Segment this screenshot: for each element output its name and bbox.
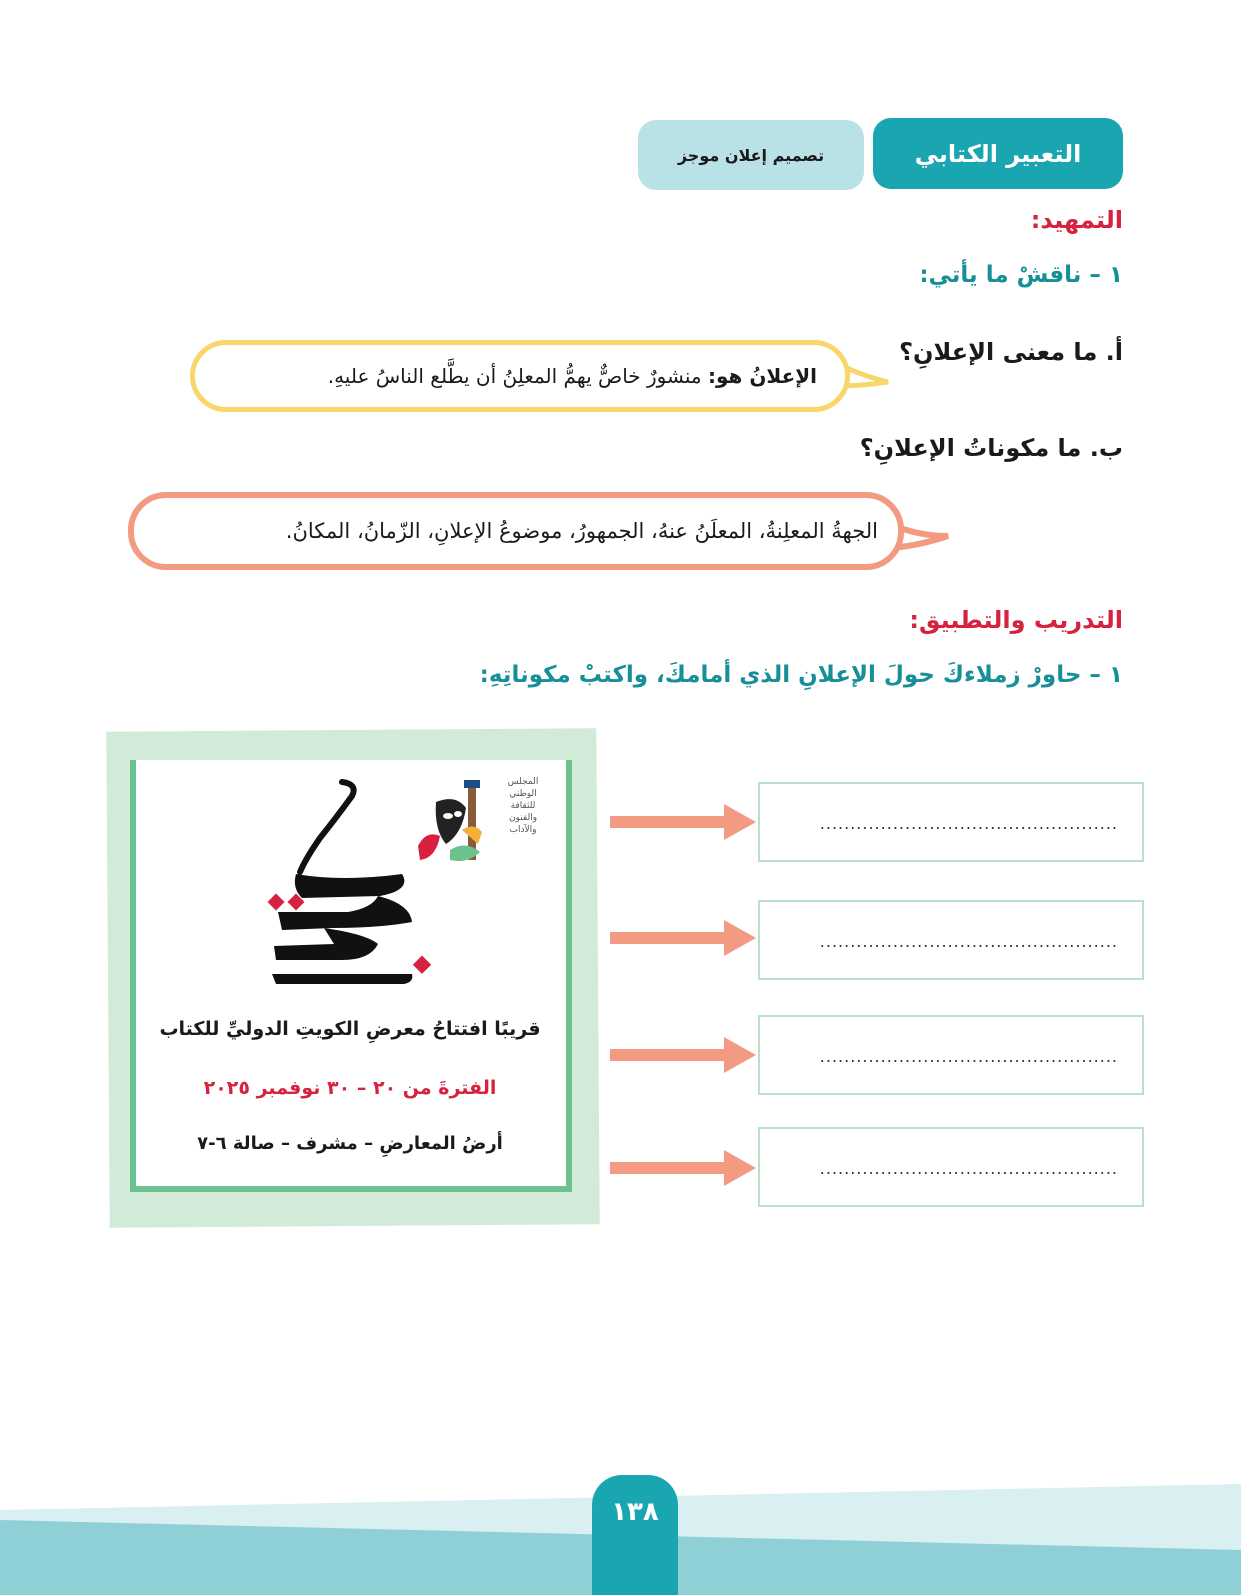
arrow-icon <box>608 1148 758 1188</box>
lesson-title: تصميم إعلان موجز <box>677 145 825 165</box>
page-number: ١٣٨ <box>592 1475 678 1595</box>
poster-location: أرضُ المعارضِ – مشرف – صالة ٦-٧ <box>197 1133 503 1154</box>
answer-a-text: منشورٌ خاصٌّ يهمُّ المعلِنُ أن يطَّلع الناسُ عليهِ. <box>327 364 702 388</box>
answer-box-2[interactable] <box>758 900 1144 980</box>
poster-announcement: قريبًا افتتاحُ معرضِ الكويتِ الدوليِّ للكتاب <box>159 1018 541 1040</box>
answer-box-4[interactable] <box>758 1127 1144 1207</box>
answer-box-1[interactable] <box>758 782 1144 862</box>
lesson-title-pill <box>638 120 864 190</box>
discuss-instruction: ١ – ناقشْ ما يأتي: <box>919 262 1123 288</box>
answer-placeholder: ................................................. <box>819 1047 1118 1066</box>
answer-placeholder: ................................................. <box>819 814 1118 833</box>
intro-heading: التمهيد: <box>1030 206 1123 234</box>
answer-box-3[interactable] <box>758 1015 1144 1095</box>
section-title-pill <box>873 118 1123 189</box>
section-title: التعبير الكتابي <box>914 139 1082 168</box>
arrow-icon <box>608 802 758 842</box>
question-a: أ. ما معنى الإعلانِ؟ <box>899 338 1123 366</box>
answer-b-text: الجهةُ المعلِنةُ، المعلَنُ عنهُ، الجمهورُ، موضوعُ الإعلانِ، الزّمانُ، المكانُ. <box>285 519 878 543</box>
answer-a-term: الإعلانُ هو: <box>707 364 817 388</box>
org-name: المجلس الوطني للثقافة والفنون والآداب <box>507 777 539 835</box>
arrow-icon <box>608 918 758 958</box>
arrow-icon <box>608 1035 758 1075</box>
answer-b-bubble <box>128 492 904 570</box>
practice-instruction: ١ – حاورْ زملاءكَ حولَ الإعلانِ الذي أمامكَ، واكتبْ مكوناتِهِ: <box>479 662 1123 688</box>
question-b: ب. ما مكوناتُ الإعلانِ؟ <box>859 434 1123 462</box>
practice-heading: التدريب والتطبيق: <box>909 606 1123 634</box>
answer-placeholder: ................................................. <box>819 932 1118 951</box>
poster-date-range: الفترةَ من ٢٠ – ٣٠ نوفمبر ٢٠٢٥ <box>203 1077 497 1099</box>
calligraphy-logo-icon <box>262 778 442 988</box>
answer-placeholder: ................................................. <box>819 1159 1118 1178</box>
answer-a-bubble <box>190 340 850 412</box>
